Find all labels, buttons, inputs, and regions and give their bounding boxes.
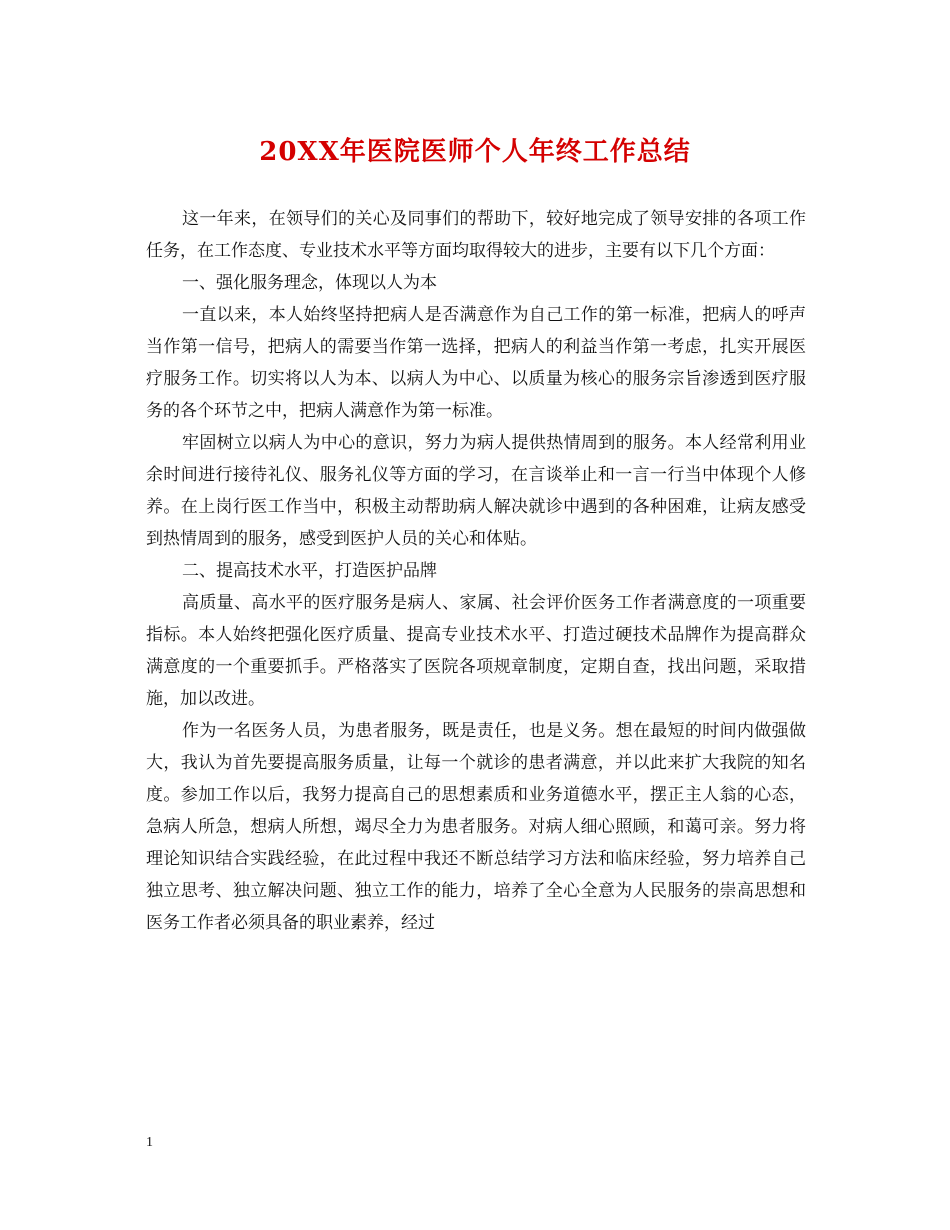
section-heading-1: 一、强化服务理念，体现以人为本	[182, 273, 437, 293]
paragraph-intro: 这一年来，在领导们的关心及同事们的帮助下，较好地完成了领导安排的各项工作任务，在工作态度、专业技术水平等方面均取得较大的进步，主要有以下几个方面：	[146, 209, 806, 261]
paragraph: 牢固树立以病人为中心的意识，努力为病人提供热情周到的服务。本人经常利用业余时间进行接待礼仪、服务礼仪等方面的学习，在言谈举止和一言一行当中体现个人修养。在上岗行医工作当中，积极主动帮助病人解决就诊中遇到的各种困难，让病友感受到热情周到的服务，感受到医护人员的关心和体贴。	[146, 433, 806, 549]
page-number: 1	[146, 1135, 153, 1150]
paragraph: 一直以来，本人始终坚持把病人是否满意作为自己工作的第一标准，把病人的呼声当作第一信号，把病人的需要当作第一选择，把病人的利益当作第一考虑，扎实开展医疗服务工作。切实将以人为本、以病人为中心、以质量为核心的服务宗旨渗透到医疗服务的各个环节之中，把病人满意作为第一标准。	[146, 305, 806, 421]
document-title: 20XX年医院医师个人年终工作总结	[259, 137, 691, 167]
document-body	[146, 203, 806, 939]
paragraph: 高质量、高水平的医疗服务是病人、家属、社会评价医务工作者满意度的一项重要指标。本人始终把强化医疗质量、提高专业技术水平、打造过硬技术品牌作为提高群众满意度的一个重要抓手。严格落实了医院各项规章制度，定期自查，找出问题，采取措施，加以改进。	[146, 593, 806, 709]
section-heading-2: 二、提高技术水平，打造医护品牌	[182, 561, 437, 581]
paragraph: 作为一名医务人员，为患者服务，既是责任，也是义务。想在最短的时间内做强做大，我认为首先要提高服务质量，让每一个就诊的患者满意，并以此来扩大我院的知名度。参加工作以后，我努力提高自己的思想素质和业务道德水平，摆正主人翁的心态，急病人所急，想病人所想，竭尽全力为患者服务。对病人细心照顾，和蔼可亲。努力将理论知识结合实践经验，在此过程中我还不断总结学习方法和临床经验，努力培养自己独立思考、独立解决问题、独立工作的能力，培养了全心全意为人民服务的崇高思想和医务工作者必须具备的职业素养，经过	[146, 721, 806, 933]
